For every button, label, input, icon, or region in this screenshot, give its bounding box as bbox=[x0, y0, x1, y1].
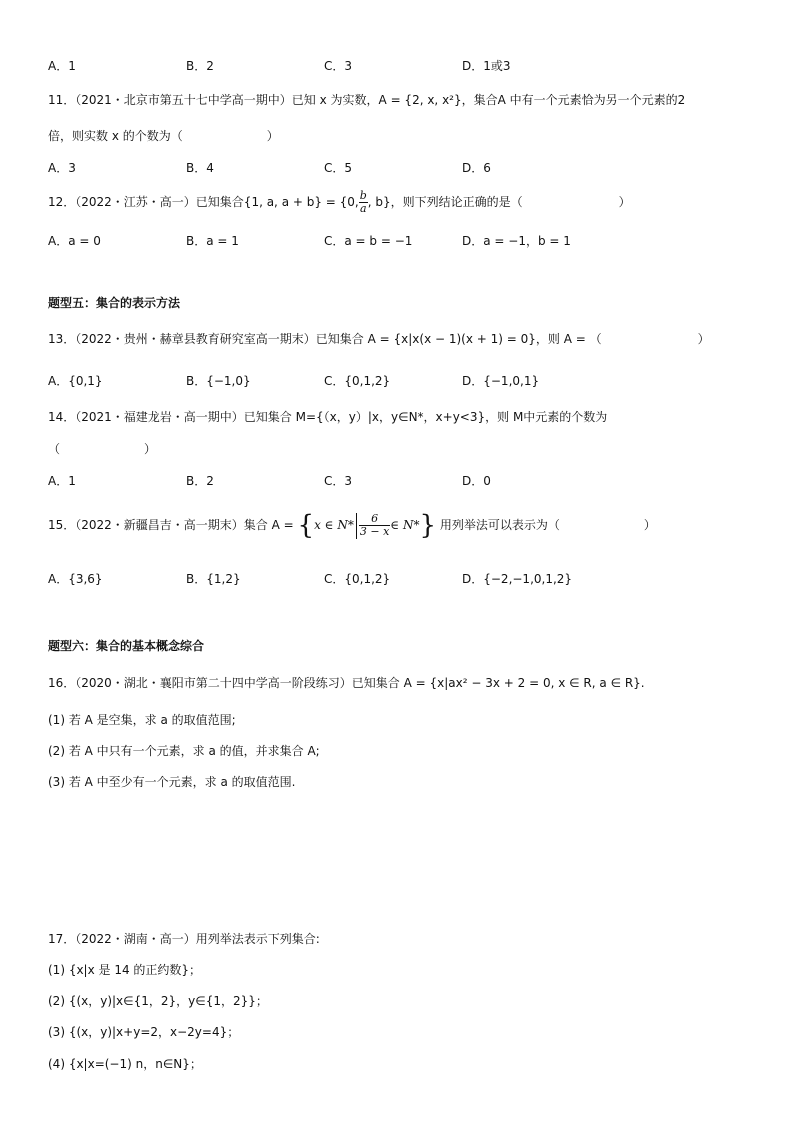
q15-prefix: 15．（2022・新疆昌吉・高一期末）集合 A = bbox=[48, 518, 294, 532]
q11-option-b: B．4 bbox=[186, 161, 214, 175]
q11-text-line1: 11．（2021・北京市第五十七中学高一期中）已知 x 为实数，A = {2, x, x²}，集合A 中有一个元素恰为另一个元素的2 bbox=[48, 93, 686, 107]
q15-set-left: x ∈ N* bbox=[314, 518, 354, 532]
q12-fraction bbox=[359, 190, 368, 215]
q14-option-b: B．2 bbox=[186, 474, 214, 488]
q15-set-right: ∈ N* bbox=[390, 518, 420, 532]
q15-option-c: C．{0,1,2} bbox=[324, 572, 391, 586]
q15-left-brace: { bbox=[297, 510, 315, 541]
q15-option-b: B．{1,2} bbox=[186, 572, 241, 586]
q10-option-b: B．2 bbox=[186, 59, 214, 73]
q15-set-bar bbox=[356, 513, 357, 539]
q12-option-d: D．a = −1，b = 1 bbox=[462, 234, 571, 248]
q12-frac-den: a bbox=[359, 202, 367, 215]
q17-sub1: (1) {x|x 是 14 的正约数}； bbox=[48, 963, 202, 977]
q12-frac-num: b bbox=[359, 189, 367, 202]
q11-option-d: D．6 bbox=[462, 161, 491, 175]
q12-text bbox=[48, 187, 631, 217]
q13-option-a: A．{0,1} bbox=[48, 374, 103, 388]
q15-suffix: 用列举法可以表示为（ ） bbox=[439, 518, 656, 532]
q15-fraction bbox=[359, 513, 390, 538]
q13-option-b: B．{−1,0} bbox=[186, 374, 251, 388]
q12-option-a: A．a = 0 bbox=[48, 234, 101, 248]
q13-text: 13．（2022・贵州・赫章县教育研究室高一期末）已知集合 A = {x|x(x − 1)(x + 1) = 0}，则 A = （ ） bbox=[48, 332, 710, 346]
q12-suffix: , b}，则下列结论正确的是（ ） bbox=[367, 195, 631, 209]
q14-option-d: D．0 bbox=[462, 474, 491, 488]
q15-option-a: A．{3,6} bbox=[48, 572, 103, 586]
q11-option-a: A．3 bbox=[48, 161, 76, 175]
q15-text bbox=[48, 508, 656, 542]
q16-sub3: (3) 若 A 中至少有一个元素，求 a 的取值范围. bbox=[48, 775, 296, 789]
q16-text: 16．（2020・湖北・襄阳市第二十四中学高一阶段练习）已知集合 A = {x|ax² − 3x + 2 = 0, x ∈ R, a ∈ R}. bbox=[48, 676, 645, 690]
q14-text-line1: 14．（2021・福建龙岩・高一期中）已知集合 M={（x，y）|x，y∈N*，x+y<3}，则 M中元素的个数为 bbox=[48, 410, 608, 424]
q11-text-line2: 倍，则实数 x 的个数为（ ） bbox=[48, 129, 279, 143]
q15-frac-den: 3 − x bbox=[359, 525, 390, 538]
q13-option-c: C．{0,1,2} bbox=[324, 374, 391, 388]
q10-option-c: C．3 bbox=[324, 59, 353, 73]
q15-right-brace: } bbox=[419, 510, 437, 541]
section-heading-5: 题型五：集合的表示方法 bbox=[48, 296, 181, 310]
q17-sub3: (3) {(x，y)|x+y=2，x−2y=4}； bbox=[48, 1025, 240, 1039]
q14-option-a: A．1 bbox=[48, 474, 76, 488]
q14-text-line2: （ ） bbox=[48, 442, 157, 456]
q11-option-c: C．5 bbox=[324, 161, 353, 175]
q12-prefix: 12．（2022・江苏・高一）已知集合{1, a, a + b} = {0, bbox=[48, 195, 359, 209]
section-heading-6: 题型六：集合的基本概念综合 bbox=[48, 639, 205, 653]
q16-sub2: (2) 若 A 中只有一个元素，求 a 的值，并求集合 A; bbox=[48, 744, 320, 758]
q14-option-c: C．3 bbox=[324, 474, 353, 488]
q12-option-c: C．a = b = −1 bbox=[324, 234, 413, 248]
q15-frac-num: 6 bbox=[359, 513, 390, 526]
q17-sub2: (2) {(x，y)|x∈{1，2}，y∈{1，2}}； bbox=[48, 994, 268, 1008]
q16-sub1: (1) 若 A 是空集，求 a 的取值范围; bbox=[48, 713, 236, 727]
q10-option-a: A．1 bbox=[48, 59, 76, 73]
q17-sub4: (4) {x|x=(−1) n，n∈N}； bbox=[48, 1057, 202, 1071]
q17-text: 17．（2022・湖南・高一）用列举法表示下列集合: bbox=[48, 932, 320, 946]
q13-option-d: D．{−1,0,1} bbox=[462, 374, 540, 388]
q15-option-d: D．{−2,−1,0,1,2} bbox=[462, 572, 573, 586]
q10-option-d: D．1或3 bbox=[462, 59, 511, 73]
q12-option-b: B．a = 1 bbox=[186, 234, 239, 248]
